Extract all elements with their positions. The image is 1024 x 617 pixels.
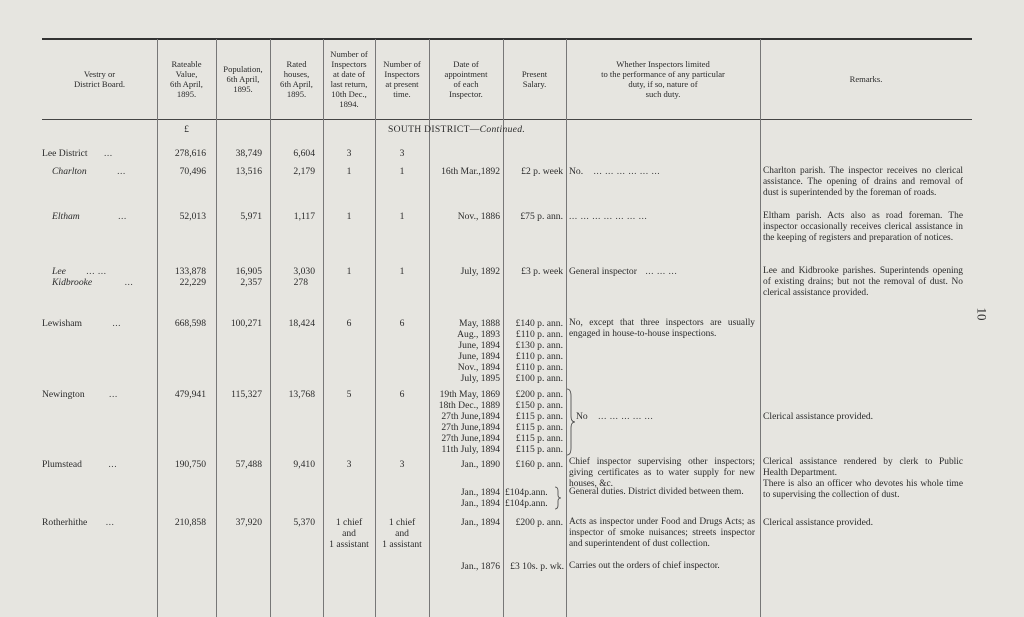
population: 5,971 xyxy=(240,211,262,222)
rateable-value: 479,941 xyxy=(174,389,206,400)
remarks: Clerical assistance rendered by clerk to Public Health Department. xyxy=(763,457,963,479)
rated-houses: 1,117 xyxy=(293,211,315,222)
limited-duty: Acts as inspector under Food and Drugs Acts; as inspector of smoke nuisances; streets inspector and superintendent of dust collection. xyxy=(569,517,755,550)
inspectors-now: 1 xyxy=(399,266,405,277)
appointment-date: 11th July, 1894 xyxy=(441,444,500,455)
salary: £3 10s. p. wk. xyxy=(510,561,564,572)
limited-duty: No ... ... ... ... ... xyxy=(576,411,654,422)
header-inspectors-last-return: Number of Inspectors at date of last return, 10th Dec., 1894. xyxy=(330,49,368,109)
header-rated-houses: Rated houses, 6th April, 1895. xyxy=(280,59,313,99)
remarks: Clerical assistance provided. xyxy=(763,517,874,528)
brace-icon xyxy=(566,388,576,456)
salary: £140 p. ann. xyxy=(515,318,563,329)
rateable-value: 278,616 xyxy=(174,148,206,159)
remarks: Eltham parish. Acts also as road foreman. The inspector occasionally receives clerical assistance in the keeping of registers and preparation of notices. xyxy=(763,211,963,244)
salary: £115 p. ann. xyxy=(515,444,563,455)
header-present-salary: Present Salary. xyxy=(521,69,548,89)
rated-houses: 6,604 xyxy=(293,148,315,159)
appointment-date: July, 1892 xyxy=(460,266,500,277)
salary: £200 p. ann. xyxy=(515,517,563,528)
rated-houses: 278 xyxy=(293,277,308,288)
inspectors-now: 6 xyxy=(399,318,405,329)
salary: £110 p. ann. xyxy=(515,329,563,340)
salary: £150 p. ann. xyxy=(515,400,563,411)
salary: £110 p. ann. xyxy=(515,362,563,373)
limited-duty: General duties. District divided between them. xyxy=(569,487,744,497)
salary: £3 p. week xyxy=(521,266,563,277)
column-divider xyxy=(760,39,761,617)
rated-houses: 2,179 xyxy=(293,166,315,177)
appointment-date: 16th Mar.,1892 xyxy=(441,166,500,177)
limited-duty: Chief inspector supervising other inspectors; giving certificates as to water supply for new houses, &c. xyxy=(569,457,755,490)
appointment-date: Jan., 1876 xyxy=(460,561,500,572)
header-population: Population, 6th April, 1895. xyxy=(223,64,263,94)
brace-icon xyxy=(554,486,562,510)
population: 115,327 xyxy=(231,389,262,400)
appointment-date: June, 1894 xyxy=(458,351,500,362)
remarks: Charlton parish. The inspector receives no clerical assistance. The opening of drains and removal of dust is superintended by the foreman of roads. xyxy=(763,166,963,199)
rateable-value: 52,013 xyxy=(179,211,206,222)
inspectors-last: 3 xyxy=(346,459,352,470)
inspectors-last: 1 chief and 1 assistant xyxy=(329,517,369,550)
row-name-eltham: Eltham ... xyxy=(52,211,127,222)
limited-duty: No, except that three inspectors are usually engaged in house-to-house inspections. xyxy=(569,318,755,340)
salary: £115 p. ann. xyxy=(515,422,563,433)
header-rateable-value: Rateable Value, 6th April, 1895. xyxy=(170,59,203,99)
inspectors-now: 1 xyxy=(399,211,405,222)
inspectors-last: 5 xyxy=(346,389,352,400)
limited-duty: Carries out the orders of chief inspector. xyxy=(569,561,720,571)
column-divider xyxy=(566,39,567,617)
appointment-date: Jan., 1894 xyxy=(460,517,500,528)
rated-houses: 3,030 xyxy=(293,266,315,277)
salary: £110 p. ann. xyxy=(515,351,563,362)
row-name-lee-district: Lee District ... xyxy=(42,148,113,159)
row-name-lee: Lee ... ... xyxy=(52,266,107,277)
row-name-rotherhithe: Rotherhithe ... xyxy=(42,517,115,528)
rated-houses: 9,410 xyxy=(293,459,315,470)
inspectors-last: 1 xyxy=(346,166,352,177)
inspectors-last: 1 xyxy=(346,211,352,222)
rateable-value: 22,229 xyxy=(179,277,206,288)
limited-duty: ... ... ... ... ... ... ... xyxy=(569,211,648,222)
inspectors-now: 3 xyxy=(399,148,405,159)
appointment-date: June, 1894 xyxy=(458,340,500,351)
inspectors-now: 1 chief and 1 assistant xyxy=(382,517,422,550)
row-name-charlton: Charlton ... xyxy=(52,166,126,177)
inspectors-last: 1 xyxy=(346,266,352,277)
salary: £104p.ann. xyxy=(505,498,548,509)
appointment-date: 27th June,1894 xyxy=(441,433,500,444)
page-number: 10 xyxy=(974,307,990,321)
row-name-plumstead: Plumstead ... xyxy=(42,459,118,470)
salary: £160 p. ann. xyxy=(515,459,563,470)
limited-duty: General inspector ... ... ... xyxy=(569,266,678,277)
rateable-value: 133,878 xyxy=(174,266,206,277)
remarks: There is also an officer who devotes his whole time to supervising the collection of dust. xyxy=(763,479,963,501)
salary: £115 p. ann. xyxy=(515,411,563,422)
appointment-date: Nov., 1886 xyxy=(457,211,500,222)
remarks: Lee and Kidbrooke parishes. Superintends opening of existing drains; but not the removal of dust. No clerical assistance provided. xyxy=(763,266,963,299)
appointment-date: Jan., 1890 xyxy=(460,459,500,470)
rateable-value: 190,750 xyxy=(174,459,206,470)
salary: £104p.ann. xyxy=(505,487,548,498)
header-inspectors-present: Number of Inspectors at present time. xyxy=(383,59,421,99)
population: 57,488 xyxy=(235,459,262,470)
row-name-newington: Newington ... xyxy=(42,389,118,400)
appointment-date: 19th May, 1869 xyxy=(439,389,500,400)
header-rule xyxy=(42,119,972,120)
rateable-value: 668,598 xyxy=(174,318,206,329)
limited-duty: No. ... ... ... ... ... ... xyxy=(569,166,661,177)
appointment-date: 27th June,1894 xyxy=(441,411,500,422)
row-name-kidbrooke: Kidbrooke ... xyxy=(52,277,134,288)
inspectors-last: 3 xyxy=(346,148,352,159)
row-name-lewisham: Lewisham ... xyxy=(42,318,122,329)
appointment-date: 18th Dec., 1889 xyxy=(438,400,500,411)
appointment-date: Nov., 1894 xyxy=(457,362,500,373)
population: 13,516 xyxy=(235,166,262,177)
salary: £100 p. ann. xyxy=(515,373,563,384)
appointment-date: Jan., 1894 xyxy=(460,498,500,509)
appointment-date: 27th June,1894 xyxy=(441,422,500,433)
salary: £200 p. ann. xyxy=(515,389,563,400)
header-vestry: Vestry or District Board. xyxy=(73,69,126,89)
currency-symbol: £ xyxy=(184,124,189,135)
inspectors-now: 6 xyxy=(399,389,405,400)
population: 37,920 xyxy=(235,517,262,528)
rated-houses: 18,424 xyxy=(288,318,315,329)
salary: £2 p. week xyxy=(521,166,563,177)
rated-houses: 5,370 xyxy=(293,517,315,528)
appointment-date: Aug., 1893 xyxy=(457,329,500,340)
appointment-date: July, 1895 xyxy=(460,373,500,384)
population: 2,357 xyxy=(240,277,262,288)
header-limited-duty: Whether Inspectors limited to the performance of any particular duty, if so, nature of such duty. xyxy=(601,59,725,99)
salary: £115 p. ann. xyxy=(515,433,563,444)
salary: £130 p. ann. xyxy=(515,340,563,351)
appointment-date: Jan., 1894 xyxy=(460,487,500,498)
header-date-appointment: Date of appointment of each Inspector. xyxy=(444,59,488,99)
inspectors-last: 6 xyxy=(346,318,352,329)
population: 16,905 xyxy=(235,266,262,277)
rated-houses: 13,768 xyxy=(288,389,315,400)
section-title: SOUTH DISTRICT—Continued. xyxy=(388,124,526,135)
rateable-value: 70,496 xyxy=(179,166,206,177)
appointment-date: May, 1888 xyxy=(459,318,500,329)
population: 100,271 xyxy=(230,318,262,329)
inspectors-now: 1 xyxy=(399,166,405,177)
salary: £75 p. ann. xyxy=(520,211,563,222)
header-remarks: Remarks. xyxy=(849,74,883,84)
inspectors-now: 3 xyxy=(399,459,405,470)
remarks: Clerical assistance provided. xyxy=(763,411,874,422)
rateable-value: 210,858 xyxy=(174,517,206,528)
population: 38,749 xyxy=(235,148,262,159)
